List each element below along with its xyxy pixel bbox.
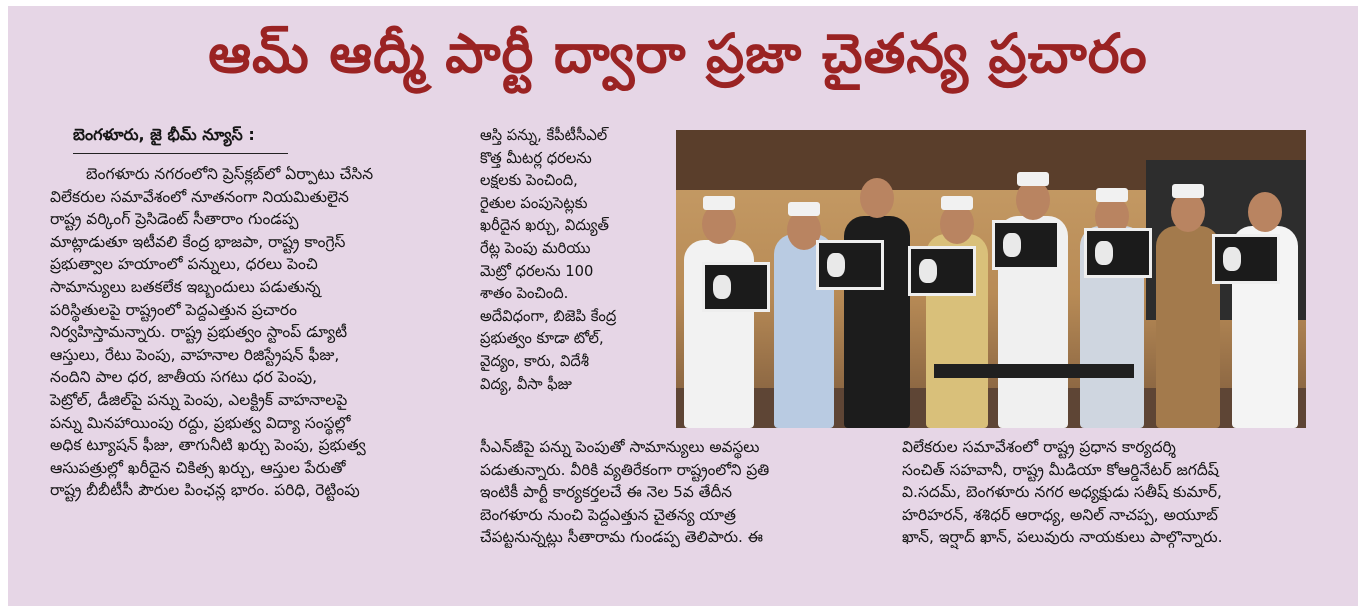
text-line: విలేకరుల సమావేశంలో నూతనంగా నియమితులైన: [50, 187, 349, 206]
text-line: పెట్రోల్, డీజిల్‌పై పన్ను పెంపు, ఎలక్ట్రిక్ వాహనాలపై: [50, 390, 348, 409]
text-line: బెంగళూరు నుంచి పెద్దఎత్తున చైతన్య యాత్ర: [480, 505, 736, 524]
column-2-lower: [480, 436, 885, 549]
text-line: బెంగళూరు నగరంలోని ప్రెస్‌క్లబ్‌లో ఏర్పాటు చేసిన: [86, 165, 374, 183]
photo-table: [934, 364, 1134, 378]
photo-person-head: [1248, 192, 1282, 232]
column-1: [50, 163, 470, 502]
photo-poster: [1084, 228, 1152, 278]
text-line: వి.సదమ్, బెంగళూరు నగర అధ్యక్షుడు సతీష్ కుమార్,: [902, 483, 1222, 502]
text-line: పడుతున్నారు. వీరికి వ్యతిరేకంగా రాష్ట్రంలోని ప్రతి: [480, 460, 770, 479]
text-line: రేట్ల పెంపు మరియు: [480, 238, 591, 257]
column-2: [480, 124, 670, 395]
photo-poster: [908, 246, 976, 296]
text-line: ప్రభుత్వాల హయాంలో పన్నులు, ధరలు పెంచి: [50, 255, 318, 274]
photo-person-cap: [703, 196, 735, 210]
text-line: సీఎన్‌జీపై పన్ను పెంపుతో సామాన్యులు అవస్థలు: [480, 438, 760, 456]
text-line: సామాన్యులు బతకలేక ఇబ్బందులు పడుతున్న: [50, 277, 321, 296]
text-line: సంచిత్ సహవానీ, రాష్ట్ర మీడియా కోఆర్డినేటర్ జగదీష్: [902, 460, 1219, 479]
photo-person-cap: [788, 202, 820, 216]
text-line: నందిని పాల ధర, జాతీయ సగటు ధర పెంపు,: [50, 368, 318, 387]
photo-person-cap: [1017, 172, 1049, 186]
text-line: ప్రభుత్వం కూడా టోల్,: [480, 329, 604, 348]
text-line: పన్ను మినహాయింపు రద్దు, ప్రభుత్వ విద్యా సంస్థల్లో: [50, 413, 351, 432]
text-line: మెట్రో ధరలను 100: [480, 261, 594, 280]
text-line: విలేకరుల సమావేశంలో రాష్ట్ర ప్రధాన కార్యదర్శి: [902, 438, 1176, 456]
dateline-rule: [73, 153, 288, 154]
text-line: ఇంటికీ పార్టీ కార్యకర్తలచే ఈ నెల 5వ తేదీన: [480, 483, 733, 502]
text-line: వైద్యం, కారు, విదేశీ: [480, 351, 589, 370]
photo-person-head: [860, 178, 894, 218]
newspaper-clipping: [8, 6, 1358, 606]
text-line: కొత్త మీటర్ల ధరలను: [480, 148, 592, 167]
press-meet-photo: [676, 130, 1306, 428]
text-line: ఆస్తులు, రేటు పెంపు, వాహనాల రిజిస్ట్రేషన్ ఫీజు,: [50, 345, 340, 364]
text-line: అదేవిధంగా, బిజెపి కేంద్ర: [480, 306, 617, 325]
photo-person-cap: [1096, 188, 1128, 202]
photo-poster: [816, 240, 884, 290]
photo-person-head: [940, 204, 974, 244]
dateline: బెంగళూరు, జై భీమ్ న్యూస్ :: [73, 125, 255, 144]
text-line: నిర్వహిస్తామన్నారు. రాష్ట్ర ప్రభుత్వం స్టాంప్ డ్యూటీ: [50, 323, 348, 342]
text-line: శాతం పెంచింది.: [480, 284, 569, 303]
text-line: రైతుల పంపుసెట్లకు: [480, 193, 588, 212]
text-line: పరిస్థితులపై రాష్ట్రంలో పెద్దఎత్తున ప్రచారం: [50, 300, 297, 319]
photo-person-head: [702, 204, 736, 244]
text-line: హరిహరన్, శశిధర్ ఆరాధ్య, అనిల్ నాచప్ప, అయూబ్: [902, 505, 1218, 524]
text-line: విద్య, వీసా ఫీజు: [480, 374, 572, 393]
photo-person-head: [1016, 180, 1050, 220]
photo-poster: [992, 220, 1060, 270]
text-line: ఖాన్, ఇర్షాద్ ఖాన్, పలువురు నాయకులు పాల్గొన్నారు.: [902, 528, 1223, 547]
photo-poster: [1212, 234, 1280, 284]
text-line: ఆసుపత్రుల్లో ఖరీదైన చికిత్స ఖర్చు, ఆస్తుల పేరుతో: [50, 458, 346, 477]
column-3: [902, 436, 1342, 549]
headline: ఆమ్ ఆద్మీ పార్టీ ద్వారా ప్రజా చైతన్య ప్రచారం: [208, 22, 1148, 85]
text-line: అధిక ట్యూషన్ ఫీజు, తాగునీటి ఖర్చు పెంపు, ప్రభుత్వ: [50, 436, 366, 455]
photo-person-cap: [941, 196, 973, 210]
text-line: లక్షలకు పెంచింది,: [480, 171, 578, 190]
photo-poster: [702, 262, 770, 312]
photo-person: [1156, 226, 1220, 428]
text-line: మాట్లాడుతూ ఇటీవలి కేంద్ర భాజపా, రాష్ట్ర కాంగ్రెస్: [50, 232, 346, 251]
text-line: ఆస్తి పన్ను, కేపీటీసీఎల్: [480, 126, 608, 144]
text-line: ఖరీదైన ఖర్చు, విద్యుత్: [480, 216, 609, 235]
photo-person-head: [1171, 192, 1205, 232]
text-line: రాష్ట్ర వర్కింగ్ ప్రెసిడెంట్ సీతారాం గుండప్ప: [50, 210, 299, 229]
text-line: రాష్ట్ర బీబీటీసీ పౌరుల పింఛన్ల భారం. పరిధి, రెట్టింపు: [50, 481, 360, 500]
text-line: చేపట్టనున్నట్లు సీతారామ గుండప్ప తెలిపారు. ఈ: [480, 528, 763, 547]
photo-person-cap: [1172, 184, 1204, 198]
